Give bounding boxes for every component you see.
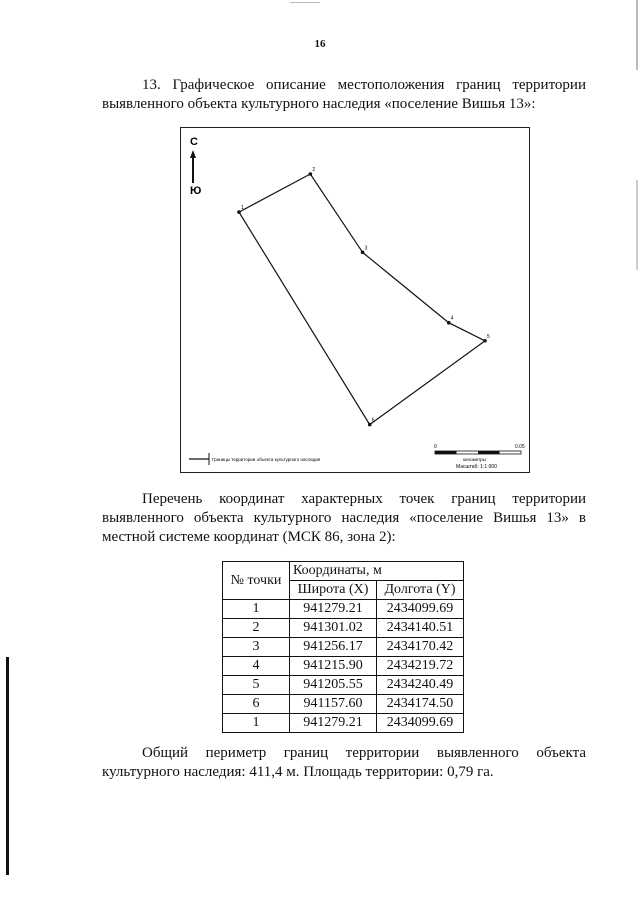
vertex-label: 4	[450, 315, 454, 322]
latitude-cell: 941301.02	[290, 619, 377, 638]
page-number: 16	[314, 38, 326, 50]
vertex-label: 2	[312, 167, 316, 173]
table-row	[223, 638, 464, 657]
map-legend	[189, 453, 321, 465]
latitude-cell: 941279.21	[290, 714, 377, 733]
scale-bar-segment	[435, 451, 457, 454]
scan-edge-mark	[636, 180, 638, 270]
table-row	[223, 714, 464, 733]
scan-margin-bar	[6, 657, 9, 875]
coords-intro-line-2: выявленного объекта культурного наследия «поселение Вишья 13» в	[102, 510, 586, 526]
longitude-cell: 2434140.51	[377, 619, 464, 638]
scale-end-label: 0.05	[515, 444, 525, 450]
heading-line-1: 13. Графическое описание местоположения границ территории	[142, 77, 586, 93]
north-label: С	[190, 136, 198, 148]
scale-bar-segment	[478, 451, 500, 454]
header-point-number: № точки	[223, 562, 290, 600]
scan-top-mark	[290, 2, 320, 3]
scale-bar	[434, 444, 525, 470]
table-row	[223, 695, 464, 714]
point-number-cell: 1	[223, 600, 290, 619]
table-row	[223, 619, 464, 638]
scale-ratio-label: Масштаб: 1:1 000	[456, 464, 497, 470]
longitude-cell: 2434170.42	[377, 638, 464, 657]
south-label: Ю	[190, 185, 202, 197]
header-coordinates: Координаты, м	[290, 562, 464, 581]
longitude-cell: 2434174.50	[377, 695, 464, 714]
table-row	[223, 600, 464, 619]
longitude-cell: 2434099.69	[377, 714, 464, 733]
latitude-cell: 941256.17	[290, 638, 377, 657]
coords-intro-line-3: местной системе координат (МСК 86, зона 2):	[102, 529, 396, 545]
coordinates-intro	[102, 490, 586, 547]
boundary-map-canvas	[181, 128, 529, 472]
header-longitude: Долгота (Y)	[377, 581, 464, 600]
latitude-cell: 941279.21	[290, 600, 377, 619]
scan-edge-mark	[636, 0, 638, 70]
north-arrow-icon	[190, 150, 196, 158]
point-number-cell: 3	[223, 638, 290, 657]
coordinates-table	[222, 561, 464, 733]
boundary-vertices	[237, 167, 490, 426]
longitude-cell: 2434099.69	[377, 600, 464, 619]
summary-line-1: Общий периметр границ территории выявленного объекта	[142, 745, 586, 761]
point-number-cell: 6	[223, 695, 290, 714]
header-latitude: Широта (X)	[290, 581, 377, 600]
territory-boundary-polygon	[239, 174, 485, 425]
scale-unit-label: километры	[463, 457, 486, 462]
longitude-cell: 2434219.72	[377, 657, 464, 676]
boundary-map	[180, 127, 530, 473]
summary-paragraph	[102, 744, 586, 782]
latitude-cell: 941157.60	[290, 695, 377, 714]
coords-intro-line-1: Перечень координат характерных точек границ территории	[142, 491, 586, 507]
table-row	[223, 657, 464, 676]
point-number-cell: 2	[223, 619, 290, 638]
point-number-cell: 1	[223, 714, 290, 733]
vertex-label: 6	[371, 417, 375, 424]
table-row	[223, 676, 464, 695]
north-arrow	[190, 136, 201, 197]
latitude-cell: 941215.90	[290, 657, 377, 676]
point-number-cell: 4	[223, 657, 290, 676]
longitude-cell: 2434240.49	[377, 676, 464, 695]
vertex-label: 3	[364, 245, 368, 252]
table-header-row	[223, 562, 464, 581]
point-number-cell: 5	[223, 676, 290, 695]
summary-line-2: культурного наследия: 411,4 м. Площадь территории: 0,79 га.	[102, 764, 494, 780]
vertex-label: 5	[487, 333, 490, 340]
vertex-label: 1	[241, 205, 244, 212]
heading-line-2: выявленного объекта культурного наследия «поселение Вишья 13»:	[102, 96, 536, 112]
legend-text: Границы территории объекта культурного наследия	[212, 457, 321, 462]
section-heading	[102, 76, 586, 114]
scale-start-label: 0	[434, 444, 437, 450]
latitude-cell: 941205.55	[290, 676, 377, 695]
